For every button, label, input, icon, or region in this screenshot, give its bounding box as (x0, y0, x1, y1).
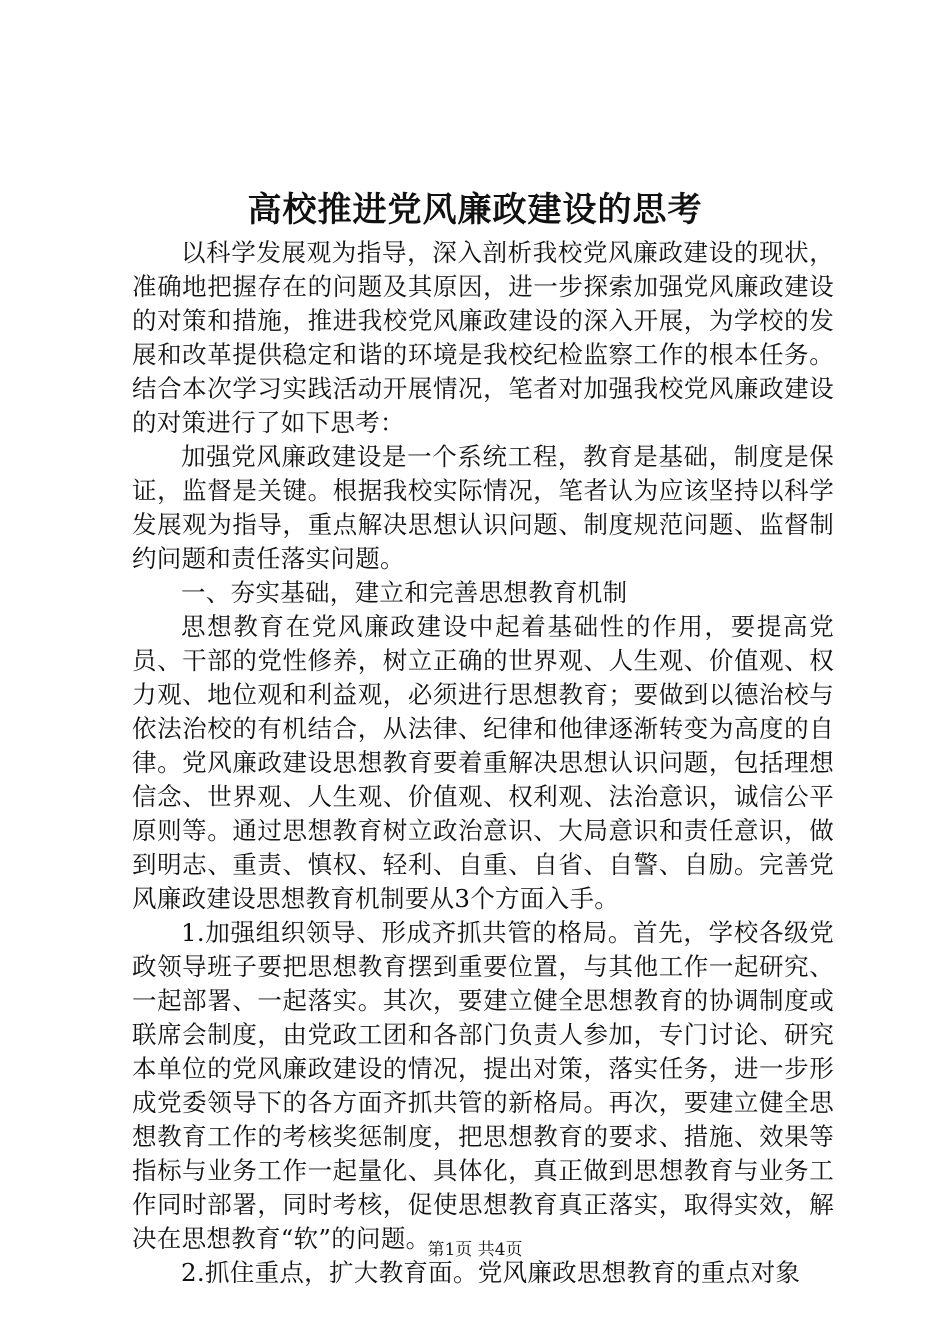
document-title: 高校推进党风廉政建设的思考 (247, 190, 703, 230)
intro-paragraph: 以科学发展观为指导，深入剖析我校党风廉政建设的现状，准确地把握存在的问题及其原因，进一步探索加强党风廉政建设的对策和措施，推进我校党风廉政建设的深入开展，为学校的发展和改革提供稳定和谐的环境是我校纪检监察工作的根本任务。结合本次学习实践活动开展情况，笔者对加强我校党风廉政建设的对策进行了如下思考： (132, 238, 834, 437)
section-heading-1: 一、夯实基础，建立和完善思想教育机制 (181, 578, 628, 607)
document-body (132, 236, 834, 1290)
item-2-paragraph: 2.抓住重点，扩大教育面。党风廉政思想教育的重点对象 (181, 1258, 801, 1287)
overview-paragraph: 加强党风廉政建设是一个系统工程，教育是基础，制度是保证，监督是关键。根据我校实际情况，笔者认为应该坚持以科学发展观为指导，重点解决思想认识问题、制度规范问题、监督制约问题和责任落实问题。 (132, 442, 834, 573)
item-1-paragraph: 1.加强组织领导、形成齐抓共管的格局。首先，学校各级党政领导班子要把思想教育摆到重要位置，与其他工作一起研究、一起部署、一起落实。其次，要建立健全思想教育的协调制度或联席会制度，由党政工团和各部门负责人参加，专门讨论、研究本单位的党风廉政建设的情况，提出对策，落实任务，进一步形成党委领导下的各方面齐抓共管的新格局。再次，要建立健全思想教育工作的考核奖惩制度，把思想教育的要求、措施、效果等指标与业务工作一起量化、具体化，真正做到思想教育与业务工作同时部署，同时考核，促使思想教育真正落实，取得实效，解决在思想教育“软”的问题。 (132, 918, 834, 1253)
section-1-paragraph: 思想教育在党风廉政建设中起着基础性的作用，要提高党员、干部的党性修养，树立正确的世界观、人生观、价值观、权力观、地位观和利益观，必须进行思想教育；要做到以德治校与依法治校的有机结合，从法律、纪律和他律逐渐转变为高度的自律。党风廉政建设思想教育要着重解决思想认识问题，包括理想信念、世界观、人生观、价值观、权利观、法治意识，诚信公平原则等。通过思想教育树立政治意识、大局意识和责任意识，做到明志、重责、慎权、轻利、自重、自省、自警、自励。完善党风廉政建设思想教育机制要从3个方面入手。 (132, 612, 834, 913)
page-number-footer: 第1页 共4页 (427, 1240, 523, 1260)
